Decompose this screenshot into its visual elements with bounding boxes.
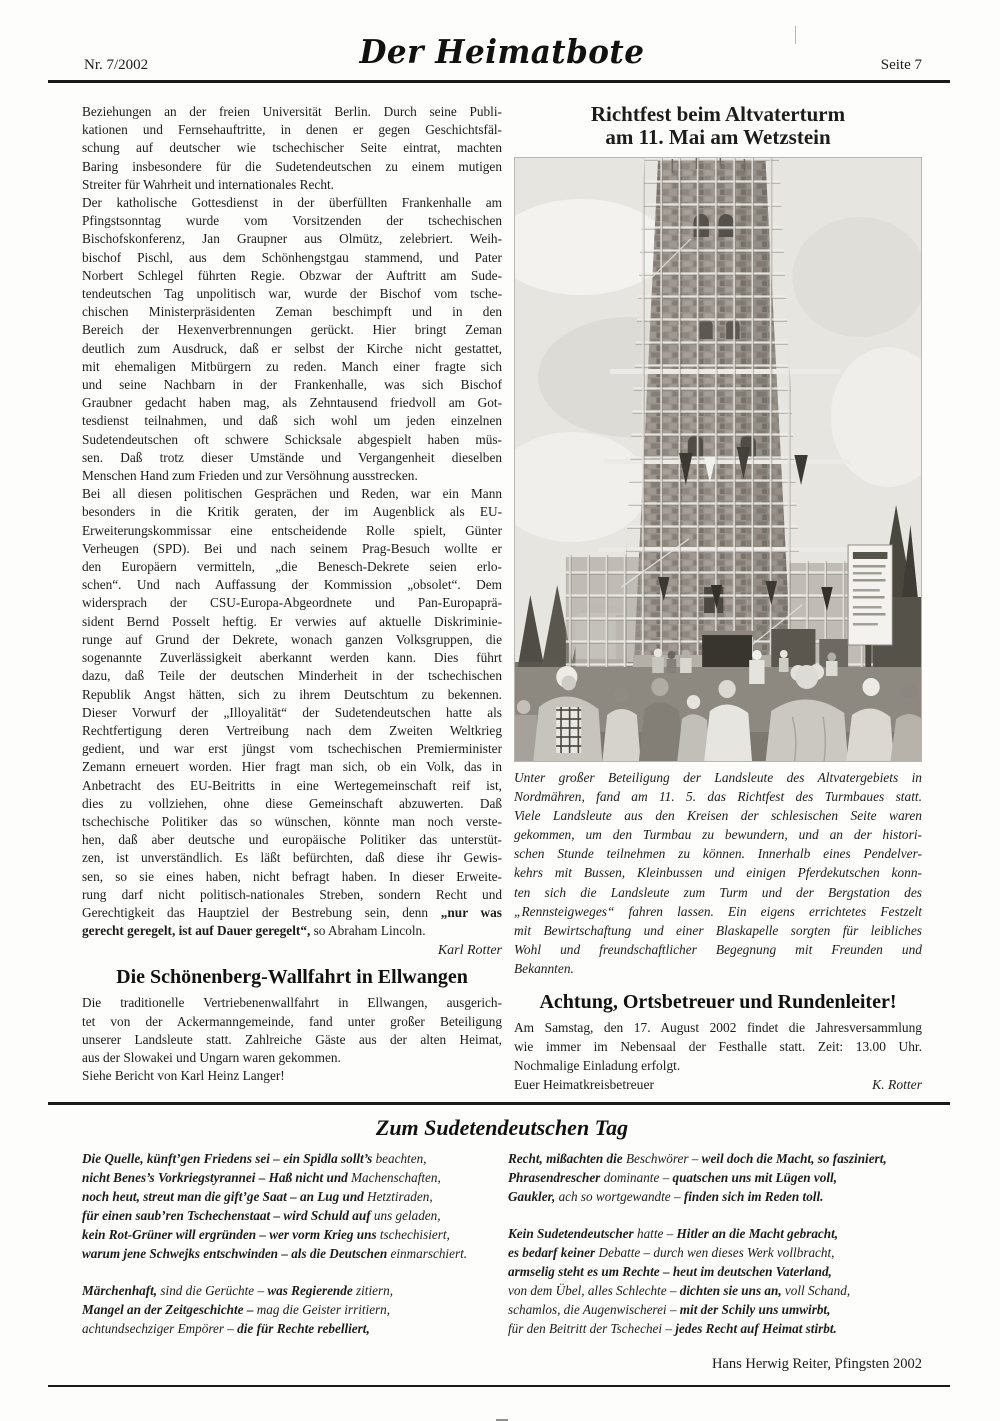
article-paragraph-3: [82, 485, 502, 940]
text-line: Wohl und freundschaftlicher Begegnung mit Freunden und: [514, 941, 922, 957]
poem-signature: Hans Herwig Reiter, Pfingsten 2002: [711, 1355, 922, 1372]
tower-photo-illustration: [514, 157, 922, 762]
signoff-role: Euer Heimatkreisbetreuer: [514, 1077, 655, 1093]
text-line: Am Samstag, den 17. August 2002 findet die Jahresversammlung: [514, 1020, 922, 1036]
article-paragraph-2: [82, 194, 502, 485]
text-line: Unter großer Beteiligung der Landsleute des Altvatergebiets in: [514, 770, 922, 785]
wallfahrt-paragraph: [82, 994, 502, 1067]
poem-line: für den Beitritt der Tschechei – jedes Recht auf Heimat stirbt.: [508, 1320, 837, 1336]
text-line: bischof Pischl, aus dem Schönhengstgau stammend, und Pater: [82, 249, 502, 265]
text-line: tendeutschen Tag unpolitisch war, wurde der Bischof vom tsche-: [82, 286, 502, 302]
poem-stanza: [82, 1281, 496, 1338]
text-line: besonders in die Kritik geraten, der im Augenblick als EU-: [82, 504, 502, 520]
poem-line: Recht, mißachten die Beschwörer – weil doch die Macht, so fasziniert,: [508, 1150, 887, 1166]
poem-line: armselig steht es um Rechte – heut im deutschen Vaterland,: [508, 1263, 832, 1279]
text-line: Zemann erneuert worden. Hier fragt man sich, ob ein Volk, das in: [82, 759, 502, 775]
poem-line: Kein Sudetendeutscher hatte – Hitler an die Macht gebracht,: [508, 1225, 839, 1241]
poem-line: es bedarf keiner Debatte – durch wen dieses Werk vollbracht,: [508, 1244, 835, 1260]
text-line: Der katholische Gottesdienst in der überfüllten Frankenhalle am: [82, 195, 502, 211]
text-line: runge auf Grund der Dekrete, wonach ganzen Volksgruppen, die: [82, 631, 502, 647]
poem-line: schamlos, die Augenwischerei – mit der Schily uns umwirbt,: [508, 1301, 831, 1317]
poem-line: achtundsechziger Empörer – die für Rechte rebelliert,: [82, 1320, 370, 1336]
text-line: und seine Nachbarn in der Frankenhalle, was sich Bischof: [82, 377, 502, 393]
text-line: mit ehemaligen Mitbürgern zu reden. Manch einer fragte sich: [82, 358, 502, 374]
text-line: schen Stunde teilnehmen zu können. Innerhalb eines Pendelver-: [514, 846, 922, 862]
bottom-rule: [48, 1385, 950, 1388]
achtung-section: [514, 991, 922, 1094]
text-line: Menschen Hand zum Frieden und zur Versöhnung ausstrecken.: [82, 468, 418, 484]
poem-line: für einen saub’ren Tschechenstaat – wird Schuld auf uns geladen,: [82, 1207, 441, 1223]
text-line: sen, so sie eines haben, nicht befragt haben. In dieser Erweite-: [82, 868, 502, 884]
text-line: widersprach der CSU-Europa-Abgeordnete und Pan-Europaprä-: [82, 595, 502, 611]
signoff-name: K. Rotter: [872, 1077, 922, 1093]
text-line: Nordmähren, fand am 11. 5. das Richtfest des Turmbaues statt.: [514, 789, 922, 805]
text-line: gedient, und war erst jüngst vom tschechischen Premierminister: [82, 741, 502, 757]
text-line: Bischofskonferenz, Jan Graupner aus Olmütz, zelebriert. Weih-: [82, 231, 502, 247]
article-paragraph-1: [82, 103, 502, 194]
text-line: kationen und Fernsehauftritte, in denen er gegen Geschichtsfäl-: [82, 122, 502, 138]
text-line: gerecht geregelt, ist auf Dauer geregelt“, so Abraham Lincoln.: [82, 923, 426, 939]
text-line: Bekannten.: [514, 960, 574, 976]
text-line: Verheugen (SPD). Bei und nach seinem Prag-Besuch wollte er: [82, 540, 502, 556]
poem-stanza: [82, 1149, 496, 1263]
masthead: Der Heimatbote: [359, 32, 645, 71]
text-line: Nochmalige Einladung erfolgt.: [514, 1058, 681, 1074]
header-rule: [48, 80, 950, 83]
wallfahrt-heading: Die Schönenberg-Wallfahrt in Ellwangen: [116, 966, 468, 989]
poem-line: von dem Übel, alles Schlechte – dichten sie uns an, voll Schand,: [508, 1282, 851, 1298]
poem-line: Gaukler, ach so wortgewandte – finden sich im Reden toll.: [508, 1188, 824, 1204]
right-column: [514, 103, 922, 1094]
page-number: Seite 7: [880, 57, 922, 73]
text-line: Gerechtigkeit das Hauptziel der Bestrebung sein, denn „nur was: [82, 904, 502, 920]
text-line: tschechische Politiker das so wünschen, könnte man noch verste-: [82, 813, 502, 829]
poem-right-column: [508, 1149, 922, 1356]
text-line: Streiter für Wahrheit und internationales Recht.: [82, 176, 334, 192]
text-line: Norbert Schlegel führten Regie. Obzwar der Auftritt am Sude-: [82, 267, 502, 283]
text-line: ten sich die Landsleute zum Turm und der Bergstation des: [514, 884, 922, 900]
poem-line: Märchenhaft, sind die Gerüchte – was Regierende zitiern,: [82, 1282, 394, 1298]
text-line: dazu, daß Teile der deutschen Minderheit in der tschechischen: [82, 668, 502, 684]
text-line: tesdienst teilnahmen, und daß sich wohl um jeden einzelnen: [82, 413, 502, 429]
text-line: „Rennsteigweges“ fahren lassen. Ein eigens errichtetes Festzelt: [514, 903, 922, 919]
text-line: Bereich der Hexenverbrennungen gerückt. Hier bringt Zeman: [82, 322, 502, 338]
text-line: rung darf nicht politisch-nationales Streben, sondern Recht und: [82, 886, 502, 902]
poem-line: Mangel an der Zeitgeschichte – mag die Geister irritiern,: [82, 1301, 391, 1317]
text-line: Viele Landsleute aus den Kreisen der schlesischen Seite waren: [514, 808, 922, 824]
text-line: Pfingstsonntag wurde vom Vorsitzenden der tschechischen: [82, 213, 502, 229]
section-rule: [48, 1102, 950, 1105]
text-line: Die traditionelle Vertriebenenwallfahrt in Ellwangen, ausgerich-: [82, 995, 502, 1011]
text-line: Rechtfertigung deren Vertreibung nach dem Zweiten Weltkrieg: [82, 722, 502, 738]
text-line: Dieser Vorwurf der „Illoyalität“ der Sudetendeutschen hatte als: [82, 704, 502, 720]
poem-stanza: [508, 1149, 922, 1206]
richtfest-heading: [514, 103, 922, 149]
article-byline: Karl Rotter: [437, 943, 502, 959]
text-line: chischen Ministerpräsidenten Zeman beschimpft und in den: [82, 304, 502, 320]
text-line: zen, ist unverständlich. Es läßt befürchten, daß diese ihr Gewis-: [82, 850, 502, 866]
achtung-paragraph: [514, 1018, 922, 1075]
text-line: schen“. Und nach Auffassung der Kommission „obsolet“. Dem: [82, 577, 502, 593]
text-line: tet von der Ackermanngemeinde, fand unter großer Beteiligung: [82, 1013, 502, 1029]
poem-title: Zum Sudetendeutschen Tag: [375, 1114, 629, 1140]
richtfest-photo: [514, 157, 922, 762]
text-line: deutlich zum Ausdruck, daß er selbst der Kirche nicht gestattet,: [82, 340, 502, 356]
achtung-heading: Achtung, Ortsbetreuer und Rundenleiter!: [539, 991, 897, 1014]
page-header: [82, 0, 922, 80]
text-line: wie immer im Nebensaal der Festhalle statt. Zeit: 13.00 Uhr.: [514, 1039, 922, 1055]
poem-stanza: [508, 1224, 922, 1338]
issue-number: Nr. 7/2002: [84, 57, 149, 73]
text-line: kehrs mit Bussen, Kleinbussen und einigen Pferdekutschen konn-: [514, 865, 922, 881]
text-line: sogenannte Zuverlässigkeit aberkannt werden kann. Dies führt: [82, 650, 502, 666]
text-line: sen. Daß trotz dieser Umstände und Vergangenheit dieselben: [82, 449, 502, 465]
poem-line: nicht Benes’s Vorkriegstyrannei – Haß nicht und Machenschaften,: [82, 1169, 441, 1185]
text-line: schung auf deutscher wie tschechischer Seite eintrat, machten: [82, 140, 502, 156]
text-line: unserer Landsleute statt. Zahlreiche Gäste aus der alten Heimat,: [82, 1031, 502, 1047]
poem-columns: [82, 1149, 922, 1356]
poem-left-column: [82, 1149, 496, 1356]
poem-line: noch heut, streut man die gift’ge Saat – an Lug und Hetztiraden,: [82, 1188, 433, 1204]
text-line: aus der Slowakei und Ungarn waren gekommen.: [82, 1049, 341, 1065]
text-line: mit Bewirtschaftung und einer Blaskapelle sorgten für leibliches: [514, 922, 922, 938]
richtfest-heading-line-1: Richtfest beim Altvaterturm: [590, 102, 846, 126]
text-line: den Europäern vermitteln, „die Benesch-Dekrete seien erlo-: [82, 559, 502, 575]
two-column-body: [82, 103, 922, 1094]
wallfahrt-note: [82, 1067, 502, 1085]
text-line: Anbetracht des EU-Beitritts in eine Wertegemeinschaft reif ist,: [82, 777, 502, 793]
text-line: dies zu vollziehen, ohne diese Gemeinschaft abzuwerten. Daß: [82, 795, 502, 811]
text-line: Siehe Bericht von Karl Heinz Langer!: [82, 1068, 285, 1084]
text-line: hen, daß aber deutsche und europäische Politiker das unterstüt-: [82, 832, 502, 848]
achtung-signoff: [514, 1075, 922, 1094]
text-line: sident Bernd Posselt heftig. Er verwies auf aktuelle Diskriminie-: [82, 613, 502, 629]
text-line: Sudetendeutschen oft schwere Schicksale abgespielt haben müs-: [82, 431, 502, 447]
poem-line: Die Quelle, künft’gen Friedens sei – ein Spidla sollt’s beachten,: [82, 1150, 427, 1166]
text-line: Beziehungen an der freien Universität Berlin. Durch seine Publi-: [82, 104, 502, 119]
text-line: gekommen, um den Turmbau zu bewundern, und an der histori-: [514, 827, 922, 843]
left-column: [82, 103, 502, 1094]
text-line: Erweiterungskommissar eine entscheidende Rolle spielt, Günter: [82, 522, 502, 538]
richtfest-heading-line-2: am 11. Mai am Wetzstein: [605, 125, 831, 149]
poem-line: kein Rot-Grüner will ergründen – wer vorm Krieg uns tschechisiert,: [82, 1226, 450, 1242]
poem-line: Phrasendrescher dominante – quatschen uns mit Lügen voll,: [508, 1169, 838, 1185]
richtfest-caption: [514, 768, 922, 978]
text-line: Graubner gedacht haben mag, als Zehntausend friedvoll am Got-: [82, 395, 502, 411]
text-line: Bei all diesen politischen Gesprächen und Reden, war ein Mann: [82, 486, 502, 502]
poem-line: warum jene Schwejks entschwinden – als die Deutschen einmarschiert.: [82, 1245, 468, 1261]
text-line: Baring insbesondere für die Sudetendeutschen zu einem mutigen: [82, 158, 502, 174]
text-line: Republik Angst hätten, sich zu ihrem Deutschtum zu bekennen.: [82, 686, 502, 702]
